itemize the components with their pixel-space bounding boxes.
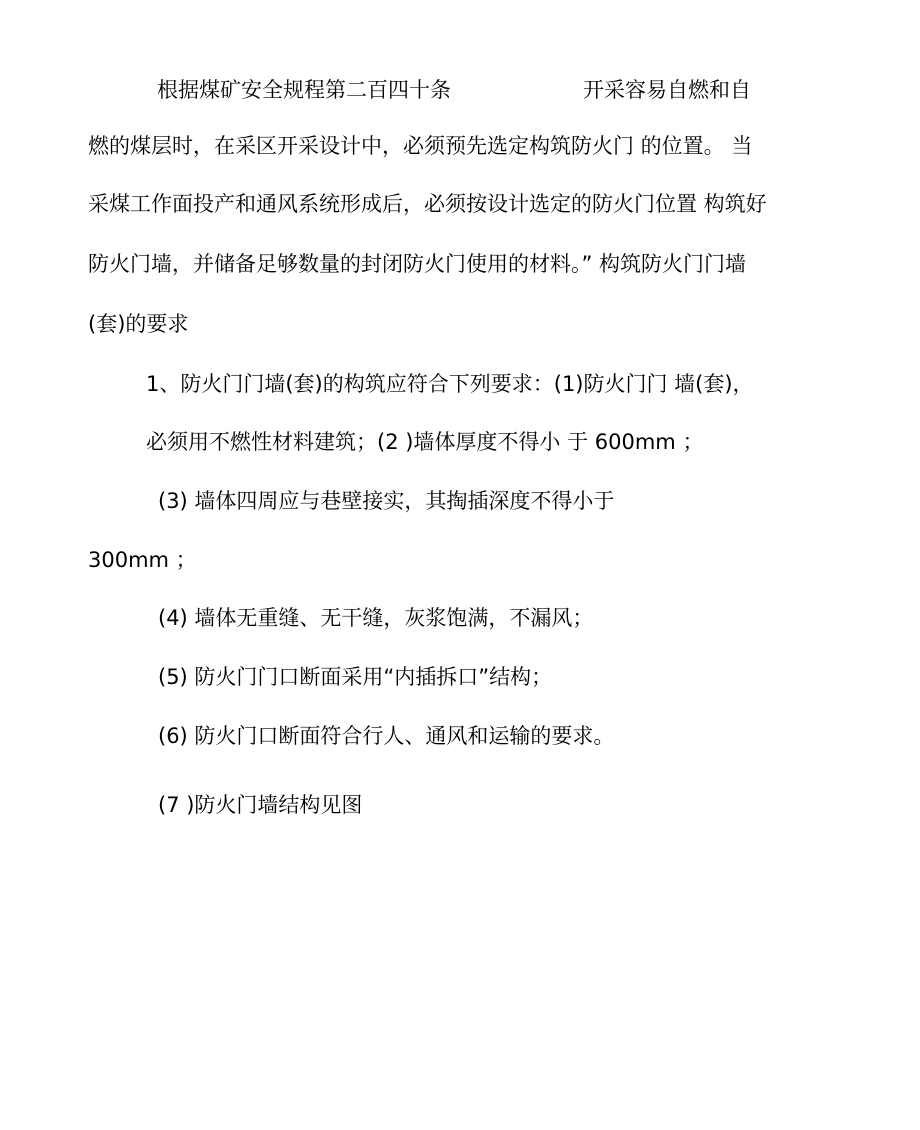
requirement-line-7: (6) 防火门口断面符合行人、通风和运输的要求。 xyxy=(158,724,615,748)
paragraph-line-1-left: 根据煤矿安全规程第二百四十条 xyxy=(157,78,451,102)
section-heading-line: (套)的要求 xyxy=(88,312,189,336)
requirement-line-5: (4) 墙体无重缝、无干缝，灰浆饱满，不漏风； xyxy=(158,606,594,630)
requirement-line-6: (5) 防火门门口断面采用“内插拆口”结构； xyxy=(158,665,553,689)
paragraph-line-1-right: 开采容易自燃和自 xyxy=(583,78,751,102)
requirement-line-1: 1、防火门门墙(套)的构筑应符合下列要求：(1)防火门门 墙(套)， xyxy=(146,372,754,396)
requirement-line-8: (7 )防火门墙结构见图 xyxy=(158,793,363,817)
requirement-line-4: 300mm ； xyxy=(88,548,197,572)
requirement-line-3: (3) 墙体四周应与巷壁接实，其掏插深度不得小于 xyxy=(158,489,615,513)
requirement-line-2: 必须用不燃性材料建筑；(2 )墙体厚度不得小 于 600mm ； xyxy=(146,430,704,454)
paragraph-line-2: 燃的煤层时，在采区开采设计中，必须预先选定构筑防火门 的位置。 当 xyxy=(88,134,753,158)
paragraph-line-4: 防火门墙，并储备足够数量的封闭防火门使用的材料。” 构筑防火门门墙 xyxy=(88,252,747,276)
paragraph-line-3: 采煤工作面投产和通风系统形成后，必须按设计选定的防火门位置 构筑好 xyxy=(88,192,767,216)
